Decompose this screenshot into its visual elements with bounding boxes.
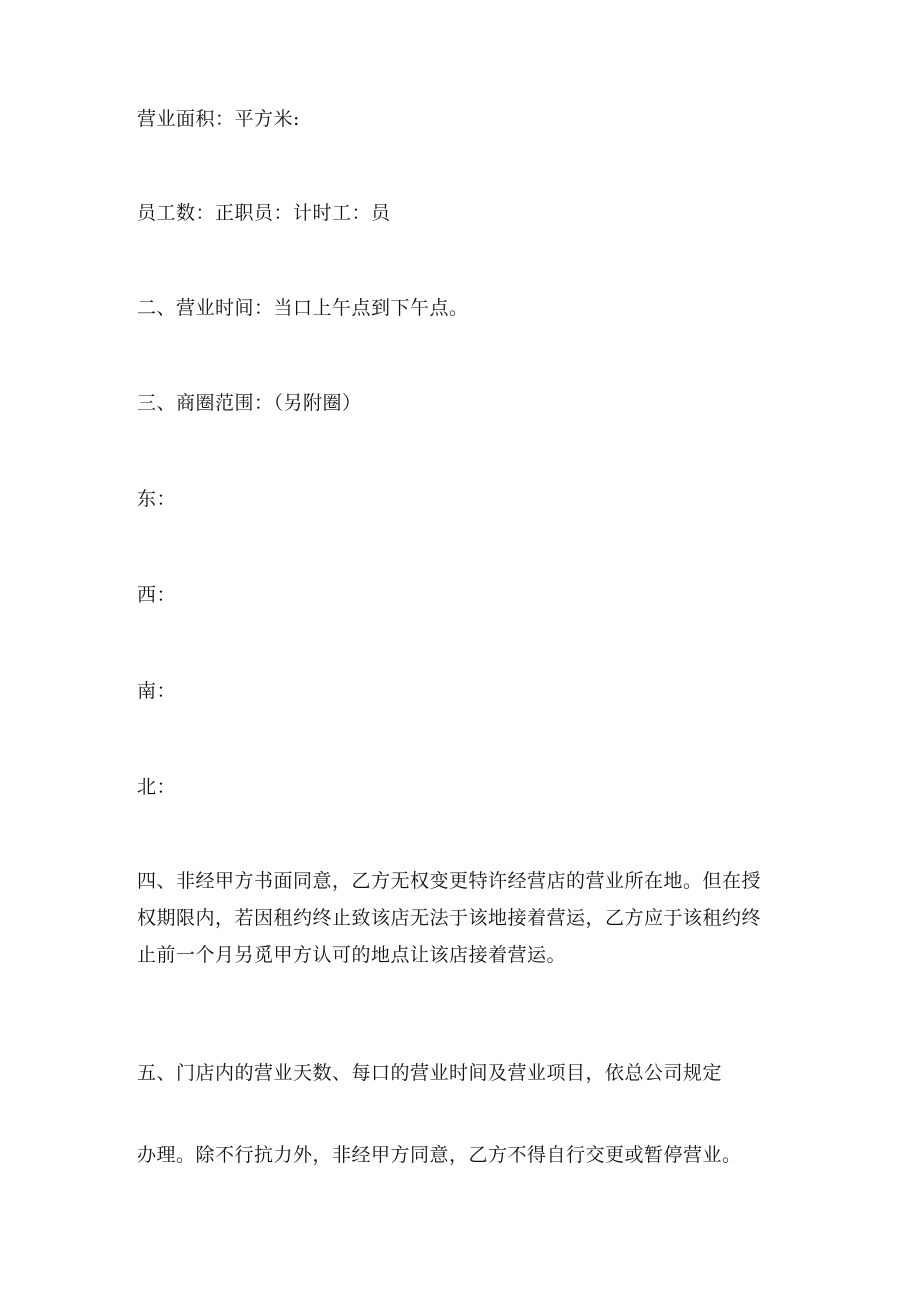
clause-five-line-2: 办理。除不行抗力外，非经甲方同意，乙方不得自行交更或暂停营业。: [137, 1144, 742, 1166]
business-area-line: 营业面积：平方米:: [137, 108, 300, 130]
clause-four-line-3: 止前一个月另觅甲方认可的地点让该店接着营运。: [137, 944, 567, 966]
clause-four-line-1: 四、非经甲方书面同意，乙方无权变更特许经营店的营业所在地。但在授: [137, 870, 762, 892]
clause-four: [137, 869, 797, 980]
boundary-east: 东：: [137, 488, 177, 510]
clause-five-line-1: 五、门店内的营业天数、每口的营业时间及营业项目，依总公司规定: [137, 1062, 723, 1084]
staff-count-line: 员工数：正职员：计时工：员: [137, 202, 391, 224]
boundary-south: 南：: [137, 680, 177, 702]
boundary-north: 北：: [137, 776, 177, 798]
trade-area-clause: 三、商圈范围：（另附圈）: [137, 392, 362, 414]
business-hours-clause: 二、营业时间：当口上午点到下午点。: [137, 297, 469, 319]
boundary-west: 西：: [137, 584, 177, 606]
clause-four-line-2: 权期限内，若因租约终止致该店无法于该地接着营运，乙方应于该租约终: [137, 907, 762, 929]
